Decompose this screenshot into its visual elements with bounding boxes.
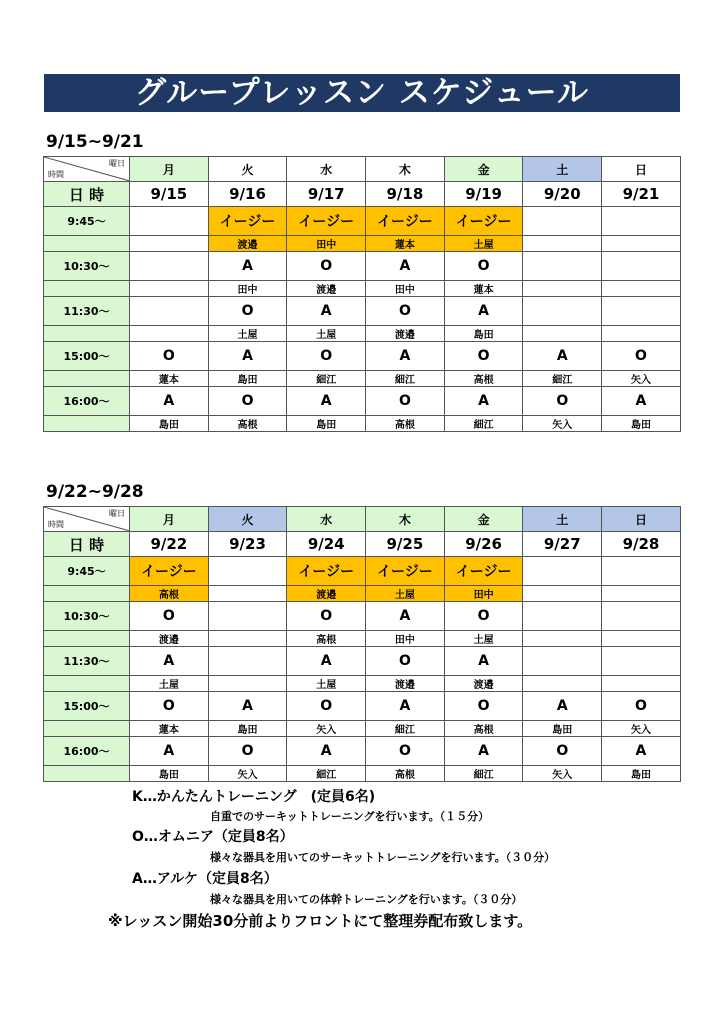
legend-name: K…かんたんトレーニング (定員6名): [132, 789, 376, 805]
class-cell: A: [602, 387, 681, 416]
class-cell: O: [208, 737, 287, 766]
class-cell: O: [287, 252, 366, 281]
instructor-cell: 高根: [287, 631, 366, 647]
instructor-cell: 高根: [366, 416, 445, 432]
instructor-cell: 渡邉: [287, 281, 366, 297]
class-cell: [130, 252, 209, 281]
class-cell: [602, 252, 681, 281]
instructor-cell: 矢入: [523, 416, 602, 432]
weekday-header: 金: [444, 507, 523, 532]
class-cell: イージー: [366, 207, 445, 236]
class-cell: イージー: [130, 557, 209, 586]
class-cell: [208, 647, 287, 676]
class-cell: A: [208, 342, 287, 371]
legend-name: O…オムニア（定員8名）: [132, 829, 294, 845]
instructor-cell: 田中: [366, 631, 445, 647]
instructor-cell: [523, 326, 602, 342]
class-cell: O: [287, 342, 366, 371]
class-cell: [130, 297, 209, 326]
date-cell: 9/18: [366, 182, 445, 207]
time-slot: 10:30～: [44, 602, 130, 631]
class-cell: O: [130, 342, 209, 371]
class-cell: イージー: [208, 207, 287, 236]
class-cell: A: [287, 647, 366, 676]
weekday-header: 火: [208, 507, 287, 532]
instructor-cell: 島田: [523, 721, 602, 737]
instructor-cell: 矢入: [208, 766, 287, 782]
weekday-header: 月: [130, 157, 209, 182]
schedule-table: [43, 156, 681, 432]
weekday-header: 日: [602, 507, 681, 532]
class-cell: イージー: [444, 207, 523, 236]
legend-description: 自重でのサーキットトレーニングを行います。（１５分）: [210, 810, 490, 823]
instructor-cell: 土屋: [444, 236, 523, 252]
class-cell: [602, 602, 681, 631]
schedule-table: [43, 506, 681, 782]
instructor-row-label: [44, 586, 130, 602]
class-cell: A: [130, 387, 209, 416]
class-cell: [523, 557, 602, 586]
day-label: 曜日: [109, 159, 125, 168]
instructor-row-label: [44, 236, 130, 252]
instructor-cell: 渡邉: [366, 326, 445, 342]
weekday-header: 月: [130, 507, 209, 532]
instructor-cell: 蓮本: [130, 371, 209, 387]
instructor-cell: [208, 631, 287, 647]
corner-cell: [44, 507, 130, 532]
weekday-header: 日: [602, 157, 681, 182]
instructor-cell: 細江: [287, 766, 366, 782]
instructor-cell: 細江: [366, 371, 445, 387]
class-cell: O: [130, 692, 209, 721]
instructor-cell: [523, 586, 602, 602]
instructor-cell: 細江: [287, 371, 366, 387]
date-cell: 9/21: [602, 182, 681, 207]
instructor-cell: 島田: [602, 766, 681, 782]
instructor-cell: 土屋: [366, 586, 445, 602]
time-label: 時間: [48, 170, 64, 179]
class-cell: A: [130, 737, 209, 766]
class-cell: A: [366, 252, 445, 281]
week-title: 9/22~9/28: [46, 482, 144, 502]
instructor-cell: 高根: [366, 766, 445, 782]
time-slot: 16:00～: [44, 387, 130, 416]
date-cell: 9/26: [444, 532, 523, 557]
instructor-cell: [602, 236, 681, 252]
instructor-cell: 渡邉: [287, 586, 366, 602]
class-cell: [523, 207, 602, 236]
instructor-cell: [523, 676, 602, 692]
date-cell: 9/22: [130, 532, 209, 557]
instructor-cell: 田中: [208, 281, 287, 297]
time-label: 時間: [48, 520, 64, 529]
class-cell: O: [366, 297, 445, 326]
class-cell: A: [523, 342, 602, 371]
class-cell: A: [444, 647, 523, 676]
instructor-cell: 細江: [444, 416, 523, 432]
class-cell: [602, 207, 681, 236]
date-cell: 9/25: [366, 532, 445, 557]
date-cell: 9/20: [523, 182, 602, 207]
time-slot: 10:30～: [44, 252, 130, 281]
instructor-cell: [523, 236, 602, 252]
instructor-cell: 田中: [366, 281, 445, 297]
corner-cell: [44, 157, 130, 182]
weekday-header: 木: [366, 507, 445, 532]
class-cell: O: [444, 342, 523, 371]
instructor-cell: 土屋: [444, 631, 523, 647]
instructor-cell: 蓮本: [130, 721, 209, 737]
notice: ※レッスン開始30分前よりフロントにて整理券配布致します。: [108, 912, 533, 930]
instructor-cell: [602, 676, 681, 692]
class-cell: O: [444, 252, 523, 281]
class-cell: O: [366, 737, 445, 766]
class-cell: O: [366, 647, 445, 676]
instructor-cell: 土屋: [287, 676, 366, 692]
time-slot: 16:00～: [44, 737, 130, 766]
instructor-cell: 高根: [208, 416, 287, 432]
class-cell: [523, 252, 602, 281]
class-cell: A: [366, 692, 445, 721]
date-cell: 9/15: [130, 182, 209, 207]
date-cell: 9/24: [287, 532, 366, 557]
date-row-label: 日 時: [44, 182, 130, 207]
instructor-cell: 矢入: [287, 721, 366, 737]
weekday-header: 金: [444, 157, 523, 182]
legend-name: A…アルケ（定員8名）: [132, 871, 278, 887]
instructor-cell: [602, 631, 681, 647]
instructor-cell: 島田: [287, 416, 366, 432]
instructor-cell: 細江: [523, 371, 602, 387]
instructor-cell: [602, 586, 681, 602]
class-cell: A: [366, 342, 445, 371]
class-cell: イージー: [366, 557, 445, 586]
instructor-cell: 島田: [602, 416, 681, 432]
date-row-label: 日 時: [44, 532, 130, 557]
weekday-header: 土: [523, 507, 602, 532]
instructor-cell: 高根: [130, 586, 209, 602]
class-cell: [523, 602, 602, 631]
date-cell: 9/19: [444, 182, 523, 207]
class-cell: イージー: [287, 207, 366, 236]
instructor-row-label: [44, 766, 130, 782]
class-cell: [523, 647, 602, 676]
class-cell: O: [208, 387, 287, 416]
instructor-row-label: [44, 721, 130, 737]
date-cell: 9/17: [287, 182, 366, 207]
legend-description: 様々な器具を用いての体幹トレーニングを行います。（３０分）: [210, 893, 523, 906]
time-slot: 9:45～: [44, 557, 130, 586]
time-slot: 11:30～: [44, 647, 130, 676]
class-cell: A: [208, 252, 287, 281]
class-cell: O: [366, 387, 445, 416]
instructor-cell: [602, 281, 681, 297]
class-cell: A: [444, 387, 523, 416]
class-cell: イージー: [287, 557, 366, 586]
class-cell: イージー: [444, 557, 523, 586]
class-cell: O: [287, 692, 366, 721]
time-slot: 15:00～: [44, 692, 130, 721]
instructor-row-label: [44, 631, 130, 647]
date-cell: 9/23: [208, 532, 287, 557]
weekday-header: 火: [208, 157, 287, 182]
class-cell: A: [208, 692, 287, 721]
instructor-cell: 田中: [287, 236, 366, 252]
instructor-cell: 土屋: [130, 676, 209, 692]
instructor-cell: [602, 326, 681, 342]
class-cell: A: [287, 387, 366, 416]
instructor-row-label: [44, 416, 130, 432]
class-cell: O: [130, 602, 209, 631]
class-cell: [208, 557, 287, 586]
class-cell: A: [444, 737, 523, 766]
instructor-cell: 渡邉: [130, 631, 209, 647]
instructor-cell: [208, 676, 287, 692]
instructor-cell: [208, 586, 287, 602]
instructor-cell: 渡邉: [208, 236, 287, 252]
class-cell: [208, 602, 287, 631]
instructor-cell: 矢入: [523, 766, 602, 782]
instructor-cell: 島田: [130, 416, 209, 432]
weekday-header: 木: [366, 157, 445, 182]
class-cell: [523, 297, 602, 326]
class-cell: A: [602, 737, 681, 766]
instructor-cell: [130, 326, 209, 342]
weekday-header: 水: [287, 157, 366, 182]
instructor-cell: 渡邉: [444, 676, 523, 692]
instructor-cell: 土屋: [208, 326, 287, 342]
class-cell: A: [287, 737, 366, 766]
class-cell: O: [602, 342, 681, 371]
class-cell: O: [523, 737, 602, 766]
instructor-cell: 矢入: [602, 721, 681, 737]
instructor-cell: [523, 631, 602, 647]
instructor-cell: 細江: [366, 721, 445, 737]
class-cell: A: [366, 602, 445, 631]
instructor-cell: 高根: [444, 371, 523, 387]
instructor-cell: 蓮本: [366, 236, 445, 252]
instructor-cell: [130, 236, 209, 252]
class-cell: O: [444, 692, 523, 721]
instructor-cell: 島田: [130, 766, 209, 782]
instructor-row-label: [44, 676, 130, 692]
date-cell: 9/16: [208, 182, 287, 207]
class-cell: [602, 647, 681, 676]
class-cell: [602, 557, 681, 586]
instructor-cell: 細江: [444, 766, 523, 782]
instructor-cell: [523, 281, 602, 297]
class-cell: A: [130, 647, 209, 676]
instructor-cell: 高根: [444, 721, 523, 737]
weekday-header: 水: [287, 507, 366, 532]
instructor-cell: 蓮本: [444, 281, 523, 297]
instructor-cell: 島田: [208, 721, 287, 737]
date-cell: 9/27: [523, 532, 602, 557]
week-title: 9/15~9/21: [46, 132, 144, 152]
class-cell: A: [523, 692, 602, 721]
weekday-header: 土: [523, 157, 602, 182]
instructor-cell: 田中: [444, 586, 523, 602]
instructor-cell: 島田: [444, 326, 523, 342]
class-cell: O: [602, 692, 681, 721]
time-slot: 11:30～: [44, 297, 130, 326]
class-cell: O: [287, 602, 366, 631]
class-cell: O: [208, 297, 287, 326]
instructor-row-label: [44, 281, 130, 297]
class-cell: A: [287, 297, 366, 326]
instructor-row-label: [44, 326, 130, 342]
instructor-cell: 渡邉: [366, 676, 445, 692]
legend-description: 様々な器具を用いてのサーキットトレーニングを行います。（３０分）: [210, 851, 556, 864]
instructor-row-label: [44, 371, 130, 387]
instructor-cell: 島田: [208, 371, 287, 387]
day-label: 曜日: [109, 509, 125, 518]
instructor-cell: 土屋: [287, 326, 366, 342]
time-slot: 9:45～: [44, 207, 130, 236]
class-cell: O: [444, 602, 523, 631]
instructor-cell: 矢入: [602, 371, 681, 387]
class-cell: A: [444, 297, 523, 326]
class-cell: [130, 207, 209, 236]
time-slot: 15:00～: [44, 342, 130, 371]
page-title: グループレッスン スケジュール: [44, 74, 680, 112]
instructor-cell: [130, 281, 209, 297]
class-cell: [602, 297, 681, 326]
date-cell: 9/28: [602, 532, 681, 557]
class-cell: O: [523, 387, 602, 416]
